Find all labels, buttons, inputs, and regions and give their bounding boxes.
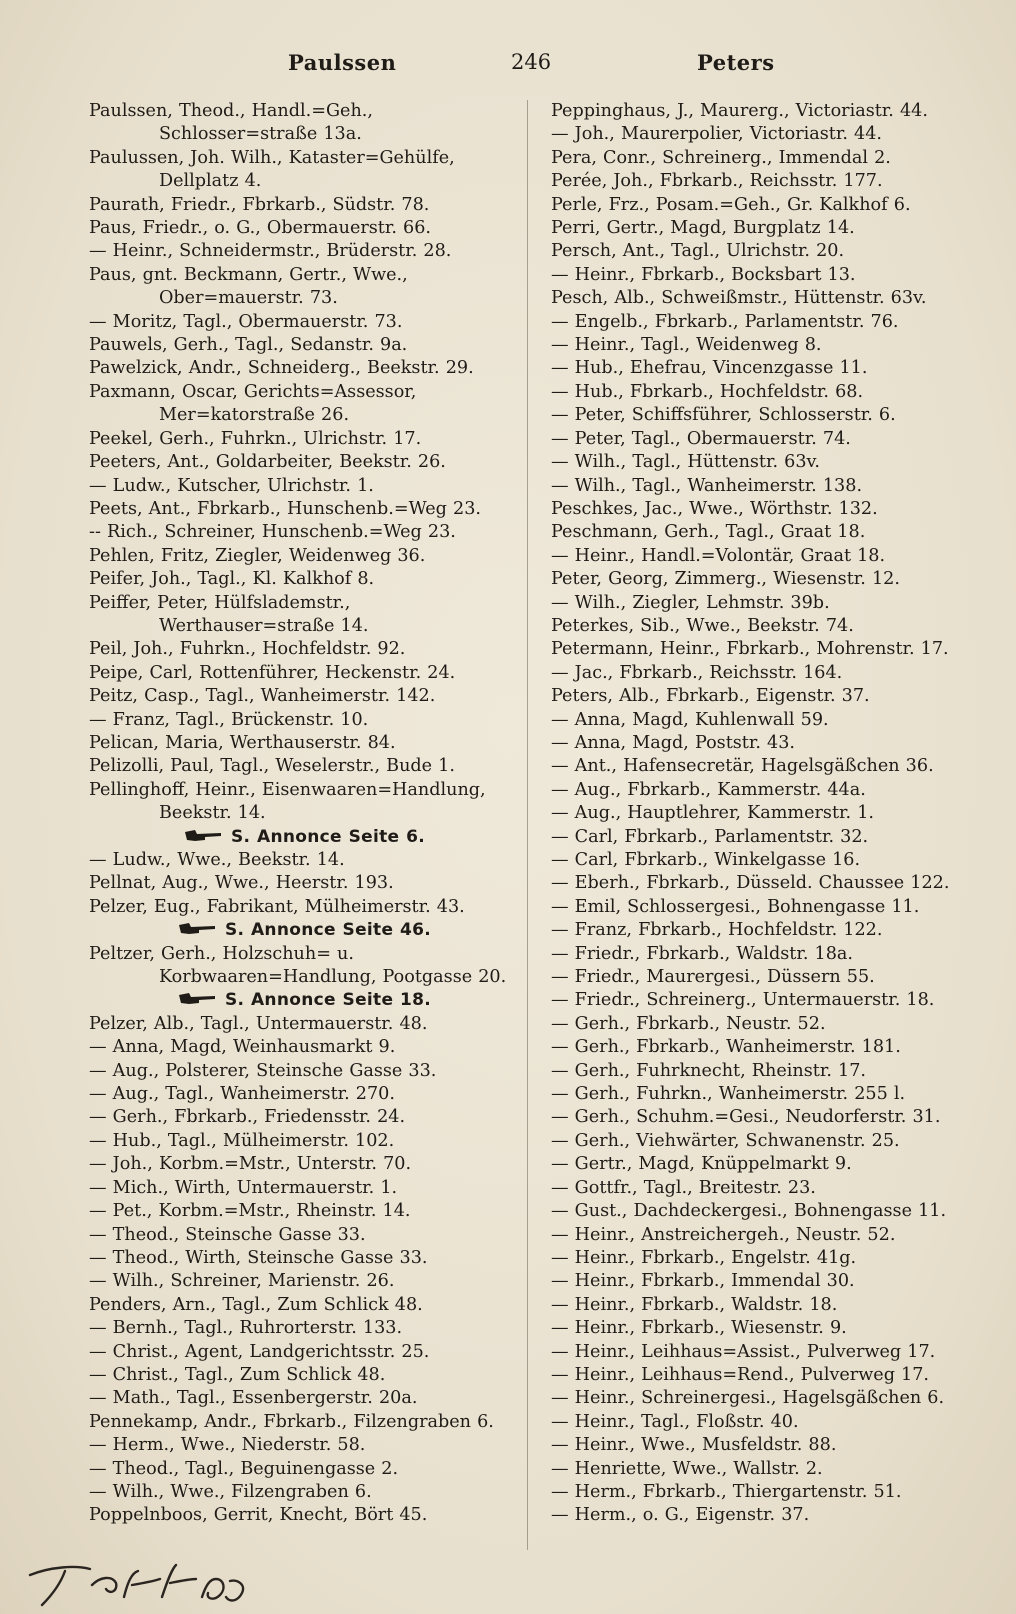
left-entry: Peitz, Casp., Tagl., Wanheimerstr. 142. [89, 686, 436, 707]
left-entry: Peiffer, Peter, Hülfslademstr., Werthauser=straße 14. [89, 592, 369, 636]
left-entry: Pelzer, Eug., Fabrikant, Mülheimerstr. 43. [89, 896, 465, 917]
left-entry: — Franz, Tagl., Brückenstr. 10. [89, 709, 369, 730]
right-entry: Perri, Gertr., Magd, Burgplatz 14. [551, 218, 855, 239]
left-entry: — Herm., Wwe., Niederstr. 58. [89, 1435, 366, 1456]
left-entry: — Theod., Wirth, Steinsche Gasse 33. [89, 1247, 428, 1268]
right-entry: — Friedr., Schreinerg., Untermauerstr. 18. [551, 990, 935, 1011]
right-entry: — Gerh., Viehwärter, Schwanenstr. 25. [551, 1130, 900, 1151]
left-entry: — Aug., Polsterer, Steinsche Gasse 33. [89, 1060, 437, 1081]
left-entry: — Mich., Wirth, Untermauerstr. 1. [89, 1177, 398, 1198]
right-entry: — Aug., Hauptlehrer, Kammerstr. 1. [551, 803, 874, 824]
left-entry: — Aug., Tagl., Wanheimerstr. 270. [89, 1084, 395, 1105]
left-entry: — Joh., Korbm.=Mstr., Unterstr. 70. [89, 1154, 412, 1175]
left-entry: — Bernh., Tagl., Ruhrorterstr. 133. [89, 1318, 403, 1339]
left-entry: — Wilh., Wwe., Filzengraben 6. [89, 1481, 372, 1502]
right-entry: — Heinr., Leihhaus=Assist., Pulverweg 17. [551, 1341, 936, 1362]
right-entry: Pera, Conr., Schreinerg., Immendal 2. [551, 147, 891, 168]
right-entry: — Peter, Schiffsführer, Schlosserstr. 6. [551, 405, 896, 426]
left-entry: — Theod., Tagl., Beguinengasse 2. [89, 1458, 399, 1479]
right-entry: — Anna, Magd, Kuhlenwall 59. [551, 709, 829, 730]
left-entry: Paus, gnt. Beckmann, Gertr., Wwe., Ober=mauerstr. 73. [89, 264, 408, 309]
left-entry: — Theod., Steinsche Gasse 33. [89, 1224, 366, 1245]
left-entry: -- Rich., Schreiner, Hunschenb.=Weg 23. [89, 522, 456, 543]
right-entry: — Heinr., Tagl., Floßstr. 40. [551, 1411, 799, 1432]
right-entry: — Heinr., Fbrkarb., Bocksbart 13. [551, 264, 856, 285]
pointing-hand-icon [183, 826, 223, 844]
pointing-hand-icon [177, 989, 217, 1007]
right-entry: Peters, Alb., Fbrkarb., Eigenstr. 37. [551, 686, 870, 707]
left-entry: — Moritz, Tagl., Obermauerstr. 73. [89, 311, 403, 332]
pointing-hand-icon [177, 919, 217, 937]
left-entry: Pawelzick, Andr., Schneiderg., Beekstr. 29. [89, 358, 474, 379]
header-left-word: Paulssen [288, 50, 397, 75]
left-entry: — Math., Tagl., Essenbergerstr. 20a. [89, 1388, 418, 1409]
right-column [551, 100, 981, 1528]
left-entry: Paxmann, Oscar, Gerichts=Assessor, Mer=katorstraße 26. [89, 381, 417, 426]
left-entry: Pauwels, Gerh., Tagl., Sedanstr. 9a. [89, 335, 408, 356]
left-entry: Peets, Ant., Fbrkarb., Hunschenb.=Weg 23. [89, 498, 481, 519]
right-entry: — Emil, Schlossergesi., Bohnengasse 11. [551, 896, 920, 917]
page-number: 246 [511, 50, 552, 74]
right-entry: — Gerh., Fuhrknecht, Rheinstr. 17. [551, 1060, 866, 1081]
right-entry: — Heinr., Fbrkarb., Waldstr. 18. [551, 1294, 838, 1315]
left-entry: Pelizolli, Paul, Tagl., Weselerstr., Bude 1. [89, 756, 455, 777]
right-entry: — Jac., Fbrkarb., Reichsstr. 164. [551, 662, 843, 683]
right-entry: Petermann, Heinr., Fbrkarb., Mohrenstr. 17. [551, 639, 949, 660]
left-entry: — Heinr., Schneidermstr., Brüderstr. 28. [89, 241, 452, 262]
right-entry: — Heinr., Wwe., Musfeldstr. 88. [551, 1435, 837, 1456]
right-entry: Peter, Georg, Zimmerg., Wiesenstr. 12. [551, 569, 900, 590]
right-entry: Peschkes, Jac., Wwe., Wörthstr. 132. [551, 498, 878, 519]
right-entry: — Heinr., Anstreichergeh., Neustr. 52. [551, 1224, 896, 1245]
right-entry: — Gerh., Fuhrkn., Wanheimerstr. 255 l. [551, 1084, 906, 1105]
annonce-text: S. Annonce Seite 18. [224, 990, 432, 1011]
annonce-text: S. Annonce Seite 6. [231, 826, 425, 847]
right-entry: — Eberh., Fbrkarb., Düsseld. Chaussee 122. [551, 873, 950, 894]
left-entry: Pehlen, Fritz, Ziegler, Weidenweg 36. [89, 545, 426, 566]
left-entry: Pellinghoff, Heinr., Eisenwaaren=Handlung, Beekstr. 14. [89, 779, 486, 824]
right-entry: — Heinr., Fbrkarb., Engelstr. 41g. [551, 1247, 857, 1268]
annonce-reference [89, 989, 519, 1012]
left-entry: Poppelnboos, Gerrit, Knecht, Bört 45. [89, 1505, 428, 1526]
right-entry: Perle, Frz., Posam.=Geh., Gr. Kalkhof 6. [551, 194, 911, 215]
left-column [89, 100, 519, 1528]
left-entry: Paulssen, Theod., Handl.=Geh., Schlosser=straße 13a. [89, 101, 373, 145]
right-entry: — Gerh., Fbrkarb., Wanheimerstr. 181. [551, 1037, 901, 1058]
handwritten-signature [20, 1545, 270, 1609]
right-entry: — Wilh., Ziegler, Lehmstr. 39b. [551, 592, 830, 613]
left-entry: — Anna, Magd, Weinhausmarkt 9. [89, 1037, 396, 1058]
right-entry: — Heinr., Fbrkarb., Immendal 30. [551, 1271, 855, 1292]
right-entry: Peterkes, Sib., Wwe., Beekstr. 74. [551, 615, 854, 636]
left-entry: — Wilh., Schreiner, Marienstr. 26. [89, 1271, 395, 1292]
right-entry: — Aug., Fbrkarb., Kammerstr. 44a. [551, 779, 866, 800]
column-divider [527, 100, 528, 1550]
right-entry: — Herm., o. G., Eigenstr. 37. [551, 1505, 810, 1526]
right-entry: Pesch, Alb., Schweißmstr., Hüttenstr. 63v. [551, 288, 927, 309]
left-entry: Peifer, Joh., Tagl., Kl. Kalkhof 8. [89, 569, 375, 590]
right-entry: — Herm., Fbrkarb., Thiergartenstr. 51. [551, 1481, 902, 1502]
right-entry: — Franz, Fbrkarb., Hochfeldstr. 122. [551, 920, 883, 941]
left-entry: Paus, Friedr., o. G., Obermauerstr. 66. [89, 218, 432, 239]
right-entry: Peppinghaus, J., Maurerg., Victoriastr. 44. [551, 101, 928, 121]
right-entry: — Hub., Fbrkarb., Hochfeldstr. 68. [551, 381, 864, 402]
left-entry: Penders, Arn., Tagl., Zum Schlick 48. [89, 1294, 423, 1315]
left-entry: — Christ., Agent, Landgerichtsstr. 25. [89, 1341, 430, 1362]
page-header [90, 44, 970, 80]
right-entry: — Peter, Tagl., Obermauerstr. 74. [551, 428, 851, 449]
right-entry: — Gust., Dachdeckergesi., Bohnengasse 11. [551, 1201, 947, 1222]
right-entry: — Hub., Ehefrau, Vincenzgasse 11. [551, 358, 868, 379]
right-entry: — Wilh., Tagl., Hüttenstr. 63v. [551, 452, 820, 473]
left-entry: Peekel, Gerh., Fuhrkn., Ulrichstr. 17. [89, 428, 422, 449]
right-entry: — Ant., Hafensecretär, Hagelsgäßchen 36. [551, 756, 934, 777]
left-entry: Pelican, Maria, Werthauserstr. 84. [89, 732, 396, 753]
right-entry: Perée, Joh., Fbrkarb., Reichsstr. 177. [551, 171, 883, 192]
right-entry: — Carl, Fbrkarb., Winkelgasse 16. [551, 850, 861, 870]
right-entry: — Henriette, Wwe., Wallstr. 2. [551, 1458, 823, 1479]
right-entry: — Gerh., Schuhm.=Gesi., Neudorferstr. 31. [551, 1107, 941, 1128]
left-entry: Peipe, Carl, Rottenführer, Heckenstr. 24. [89, 662, 456, 683]
left-entry: — Gerh., Fbrkarb., Friedensstr. 24. [89, 1107, 406, 1128]
right-entry: — Engelb., Fbrkarb., Parlamentstr. 76. [551, 311, 899, 332]
header-right-word: Peters [697, 50, 775, 75]
left-entry: — Hub., Tagl., Mülheimerstr. 102. [89, 1130, 395, 1151]
right-entry: — Anna, Magd, Poststr. 43. [551, 732, 795, 753]
right-entry: — Wilh., Tagl., Wanheimerstr. 138. [551, 475, 863, 496]
right-entry: — Gerh., Fbrkarb., Neustr. 52. [551, 1013, 826, 1034]
annonce-reference [89, 919, 519, 942]
annonce-reference [89, 826, 519, 849]
right-entry: — Heinr., Leihhaus=Rend., Pulverweg 17. [551, 1364, 930, 1385]
left-entry: — Christ., Tagl., Zum Schlick 48. [89, 1364, 386, 1385]
left-entry: — Ludw., Wwe., Beekstr. 14. [89, 850, 345, 870]
right-entry: — Carl, Fbrkarb., Parlamentstr. 32. [551, 826, 869, 847]
right-entry: — Gottfr., Tagl., Breitestr. 23. [551, 1177, 816, 1198]
left-entry: Pelzer, Alb., Tagl., Untermauerstr. 48. [89, 1013, 428, 1034]
right-entry: — Heinr., Handl.=Volontär, Graat 18. [551, 545, 886, 566]
left-entry: Peeters, Ant., Goldarbeiter, Beekstr. 26. [89, 452, 446, 473]
left-entry: Paurath, Friedr., Fbrkarb., Südstr. 78. [89, 194, 430, 215]
right-entry: — Friedr., Maurergesi., Düssern 55. [551, 967, 875, 988]
right-entry: — Heinr., Tagl., Weidenweg 8. [551, 335, 822, 356]
right-entry: — Joh., Maurerpolier, Victoriastr. 44. [551, 124, 882, 145]
right-entry: — Friedr., Fbrkarb., Waldstr. 18a. [551, 943, 854, 964]
left-entry: Pellnat, Aug., Wwe., Heerstr. 193. [89, 873, 394, 894]
left-entry: Peltzer, Gerh., Holzschuh= u. Korbwaaren=Handlung, Pootgasse 20. [89, 943, 507, 988]
left-entry: Pennekamp, Andr., Fbrkarb., Filzengraben 6. [89, 1411, 494, 1432]
right-entry: Peschmann, Gerh., Tagl., Graat 18. [551, 522, 866, 543]
left-entry: Paulussen, Joh. Wilh., Kataster=Gehülfe, Dellplatz 4. [89, 147, 455, 192]
left-entry: Peil, Joh., Fuhrkn., Hochfeldstr. 92. [89, 639, 406, 660]
annonce-text: S. Annonce Seite 46. [224, 920, 432, 941]
right-entry: — Heinr., Schreinergesi., Hagelsgäßchen 6. [551, 1388, 945, 1409]
left-entry: — Pet., Korbm.=Mstr., Rheinstr. 14. [89, 1201, 411, 1222]
right-entry: — Heinr., Fbrkarb., Wiesenstr. 9. [551, 1318, 847, 1339]
right-entry: — Gertr., Magd, Knüppelmarkt 9. [551, 1154, 852, 1175]
right-entry: Persch, Ant., Tagl., Ulrichstr. 20. [551, 241, 845, 262]
left-entry: — Ludw., Kutscher, Ulrichstr. 1. [89, 475, 374, 496]
